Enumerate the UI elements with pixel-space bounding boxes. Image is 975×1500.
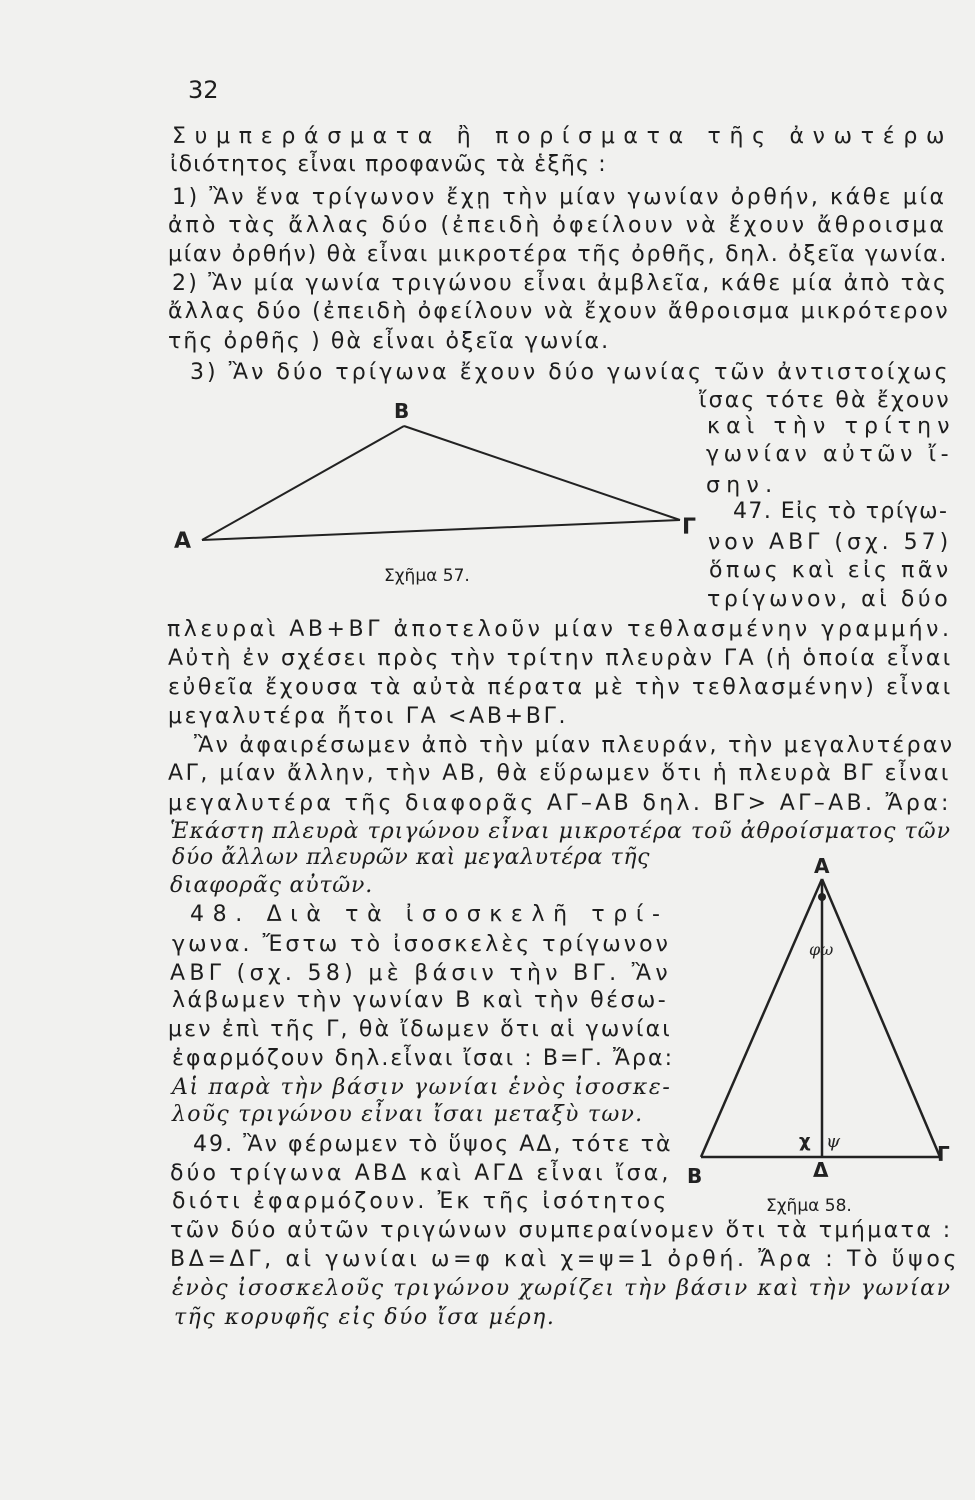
- text-line: 47. Εἰς τὸ τρίγω-: [733, 499, 949, 524]
- text-line: ἐφαρμόζουν δηλ.εἶναι ἴσαι : Β=Γ. Ἄρα:: [172, 1046, 675, 1071]
- side-bg: [404, 426, 680, 520]
- text-line: τῶν δύο αὐτῶν τριγώνων συμπεραίνομεν ὅτι τὰ τμήματα :: [170, 1218, 953, 1243]
- text-line: ἰδιότητος εἶναι προφανῶς τὰ ἑξῆς :: [170, 152, 607, 177]
- side-ab: [701, 879, 822, 1157]
- side-ag: [822, 879, 940, 1157]
- text-line: τρίγωνον, αἱ δύο: [707, 587, 952, 612]
- text-line: 2) Ἂν μία γωνία τριγώνου εἶναι ἀμβλεῖα, κάθε μία ἀπὸ τὰς: [172, 271, 949, 296]
- text-line: δύο ἄλλων πλευρῶν καὶ μεγαλυτέρα τῆς: [172, 845, 651, 870]
- label-b: Β: [687, 1164, 703, 1188]
- text-line: σην.: [706, 473, 779, 498]
- text-line: διαφορᾶς αὐτῶν.: [170, 873, 373, 898]
- text-line: 1) Ἂν ἕνα τρίγωνον ἔχῃ τὴν μίαν γωνίαν ὀρθήν, κάθε μία: [172, 185, 947, 210]
- text-line: Αὐτὴ ἐν σχέσει πρὸς τὴν τρίτην πλευρὰν ΓΑ (ἡ ὁποία εἶναι: [168, 646, 953, 671]
- label-b: Β: [394, 400, 410, 423]
- label-g: Γ: [937, 1142, 950, 1166]
- text-line: λάβωμεν τὴν γωνίαν Β καὶ τὴν θέσω-: [172, 988, 669, 1013]
- text-line: Ἂν ἀφαιρέσωμεν ἀπὸ τὴν μίαν πλευράν, τὴν μεγαλυτέραν: [194, 733, 955, 758]
- label-phi-omega: φω: [809, 940, 834, 959]
- text-line: Συμπεράσματα ἢ πορίσματα τῆς ἀνωτέρω: [172, 124, 954, 149]
- label-x: χ: [799, 1131, 811, 1152]
- side-ab: [202, 426, 404, 540]
- caption-figure-58: Σχῆμα 58.: [766, 1196, 852, 1216]
- text-line: ΑΓ, μίαν ἄλλην, τὴν ΑΒ, θὰ εὕρωμεν ὅτι ἡ πλευρὰ ΒΓ εἶναι: [168, 761, 951, 786]
- text-line: τῆς ὀρθῆς ) θὰ εἶναι ὀξεῖα γωνία.: [168, 329, 611, 354]
- text-line: Αἱ παρὰ τὴν βάσιν γωνίαι ἑνὸς ἰσοσκε-: [172, 1075, 672, 1100]
- text-line: ἴσας τότε θὰ ἔχουν: [699, 388, 951, 413]
- side-ag: [202, 520, 680, 540]
- text-line: γωνίαν αὐτῶν ἴ-: [706, 442, 954, 467]
- text-line: ἑνὸς ἰσοσκελοῦς τριγώνου χωρίζει τὴν βάσιν καὶ τὴν γωνίαν: [172, 1276, 952, 1301]
- text-line: ἀπὸ τὰς ἄλλας δύο (ἐπειδὴ ὀφείλουν νὰ ἔχουν ἄθροισμα: [168, 213, 947, 238]
- figure-57: [170, 400, 710, 560]
- label-psi: ψ: [826, 1131, 841, 1152]
- text-line: εὐθεῖα ἔχουσα τὰ αὐτὰ πέρατα μὲ τὴν τεθλασμένην) εἶναι: [168, 675, 953, 700]
- label-a: Α: [174, 529, 192, 554]
- figure-58: [685, 855, 960, 1190]
- text-line: μεν ἐπὶ τῆς Γ, θὰ ἴδωμεν ὅτι αἱ γωνίαι: [168, 1017, 672, 1042]
- text-line: 48. Διὰ τὰ ἰσοσκελῆ τρί-: [190, 902, 669, 927]
- text-line: τῆς κορυφῆς εἰς δύο ἴσα μέρη.: [174, 1305, 556, 1330]
- caption-figure-57: Σχῆμα 57.: [384, 566, 470, 586]
- text-line: 49. Ἂν φέρωμεν τὸ ὕψος ΑΔ, τότε τὰ: [193, 1132, 673, 1157]
- label-g: Γ: [682, 515, 697, 540]
- text-line: ὅπως καὶ εἰς πᾶν: [709, 558, 952, 583]
- text-line: πλευραὶ ΑΒ+ΒΓ ἀποτελοῦν μίαν τεθλασμένην γραμμήν.: [167, 617, 953, 642]
- page-number: 32: [188, 76, 219, 104]
- text-line: ἄλλας δύο (ἐπειδὴ ὀφείλουν νὰ ἔχουν ἄθροισμα μικρότερον: [168, 299, 950, 324]
- text-line: διότι ἐφαρμόζουν. Ἐκ τῆς ἰσότητος: [172, 1189, 670, 1214]
- vertex-dot: [818, 893, 826, 901]
- text-line: μίαν ὀρθήν) θὰ εἶναι μικροτέρα τῆς ὀρθῆς, δηλ. ὀξεῖα γωνία.: [168, 242, 949, 267]
- text-line: Ἑκάστη πλευρὰ τριγώνου εἶναι μικροτέρα τοῦ ἀθροίσματος τῶν: [170, 819, 951, 844]
- text-line: ΑΒΓ (σχ. 58) μὲ βάσιν τὴν ΒΓ. Ἂν: [170, 961, 672, 986]
- text-line: 3) Ἂν δύο τρίγωνα ἔχουν δύο γωνίας τῶν ἀντιστοίχως: [190, 360, 951, 385]
- text-line: καὶ τὴν τρίτην: [707, 414, 956, 439]
- text-line: ΒΔ=ΔΓ, αἱ γωνίαι ω=φ καὶ χ=ψ=1 ὀρθή. Ἄρα : Τὸ ὕψος: [170, 1247, 961, 1272]
- text-line: δύο τρίγωνα ΑΒΔ καὶ ΑΓΔ εἶναι ἴσα,: [170, 1161, 672, 1186]
- text-line: νον ΑΒΓ (σχ. 57): [708, 530, 953, 555]
- label-a: Α: [814, 855, 830, 878]
- text-line: γωνα. Ἔστω τὸ ἰσοσκελὲς τρίγωνον: [172, 932, 671, 957]
- label-d: Δ: [813, 1158, 829, 1182]
- text-line: μεγαλυτέρα ἤτοι ΓΑ <ΑΒ+ΒΓ.: [168, 704, 569, 729]
- text-line: λοῦς τριγώνου εἶναι ἴσαι μεταξὺ των.: [172, 1102, 644, 1127]
- text-line: μεγαλυτέρα τῆς διαφορᾶς ΑΓ–ΑΒ δηλ. ΒΓ> ΑΓ–ΑΒ. Ἄρα:: [168, 791, 952, 816]
